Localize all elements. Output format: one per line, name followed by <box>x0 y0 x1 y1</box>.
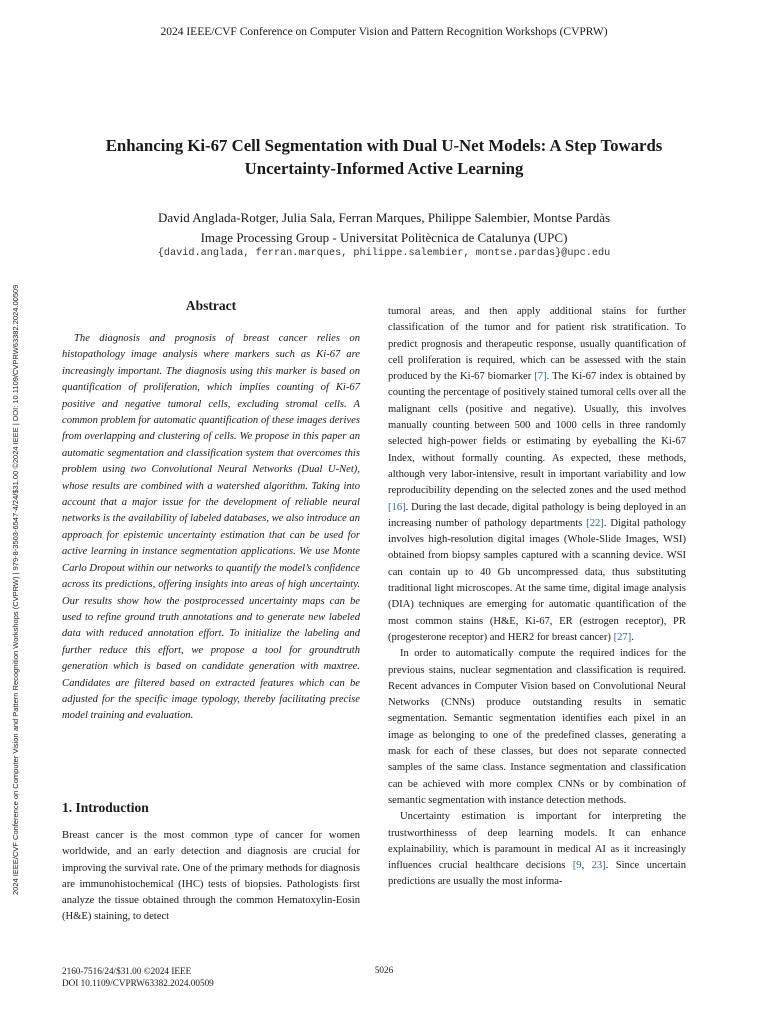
citation-link[interactable]: [7] <box>534 371 547 383</box>
text-span: Uncertainty estimation is important for interpreting the trustworthinesss of deep learning models. It can enhance explainability, which is paramount in medical AI as it increasingly influences crucial healthcare decisions <box>388 811 686 872</box>
page-number: 5026 <box>374 965 394 975</box>
author-block <box>0 208 768 248</box>
introduction-body <box>62 828 360 926</box>
abstract-text: The diagnosis and prognosis of breast cancer relies on histopathology image analysis where markers such as Ki-67 are increasingly important. The diagnosis using this marker is based on quantification of proliferation, which implies counting of Ki-67 positive and negative tumoral cells, excluding stromal cells. A common problem for automatic quantification of these images derives from overlapping and clustering of cells. We propose in this paper an automatic segmentation and classification system that overcomes this problem using two Convolutional Neural Networks (Dual U-Net), whose results are combined with a watershed algorithm. Taking into account that a major issue for the development of reliable neural networks is the availability of labeled databases, we also introduce an approach for epistemic uncertainty estimation that can be used for active learning in instance segmentation applications. We use Monte Carlo Dropout within our networks to quantify the model’s confidence across its predictions, offering insights into areas of high uncertainty. Our results show how the postprocessed uncertainty maps can be used to refine ground truth annotations and to generate new labeled data with reduced annotation effort. To initialize the labeling and further reduce this effort, we propose a tool for groundtruth generation which is based on candidate generation with maxtree. Candidates are filtered based on extracted features which can be adjusted for the specific image typology, thereby facilitating precise model training and evaluation. <box>62 333 360 722</box>
right-paragraph-2: In order to automatically compute the required indices for the previous stains, nuclear segmentation and classification is required. Recent advances in Computer Vision based on Convolutional Neural Networks (CNNs) produce outstanding results in sematic segmentation. Semantic segmentation identifies each pixel in an image as belonging to one of the predefined classes, generating a mask for each of these classes, but does not separate connected samples of the same class. Instance segmentation and classification can be achieved with more complex CNNs or by combination of semantic segmentation with instance detection methods. <box>388 648 686 806</box>
citation-link[interactable]: [16] <box>388 501 406 513</box>
text-span: . The Ki-67 index is obtained by counting the percentage of positively stained tumoral cells over all the malignant cells (positive and negative). Usually, this involves manually counting between 500 and 1000 cells in three randomly selected high-power fields or estimating by eyeballing the Ki-67 Index, without formally counting. As expected, these methods, although very labor-intensive, result in important variability and low reproducibility depending on the selected zones and the used method <box>388 371 686 497</box>
text-span: . Digital pathology involves high-resolution digital images (Whole-Slide Images, WSI) obtained from biopsy samples captured with a scanning device. WSI can contain up to 40 Gb uncompressed data, thus substituting traditional light microscopes. At the same time, digital image analysis (DIA) techniques are emerging for automatic quantification of the most common stains (H&E, Ki-67, ER (estrogen receptor), PR (progesterone receptor) and HER2 for breast cancer) <box>388 517 686 643</box>
citation-link[interactable]: [27] <box>613 631 632 643</box>
paper-title-line-1: Enhancing Ki-67 Cell Segmentation with Dual U-Net Models: A Step Towards <box>105 136 663 155</box>
footer-doi: DOI 10.1109/CVPRW63382.2024.00509 <box>62 978 214 988</box>
introduction-heading: 1. Introduction <box>62 800 149 815</box>
right-paragraph-1 <box>388 304 686 646</box>
right-column <box>388 304 686 891</box>
paper-title <box>50 134 718 180</box>
text-span: . <box>631 631 634 643</box>
introduction-text: Breast cancer is the most common type of cancer for women worldwide, and an early detection and diagnosis are crucial for improving the survival rate. One of the primary methods for diagnosis are immunohistochemical (IHC) tests of biopsies. Pathologists first analyze the tissue obtained through the common Hematoxylin-Eosin (H&E) staining, to detect <box>62 830 360 923</box>
conference-header: 2024 IEEE/CVF Conference on Computer Vision and Pattern Recognition Workshops (CVPRW) <box>160 26 608 38</box>
right-paragraph-3 <box>388 809 686 890</box>
paper-title-line-2: Uncertainty-Informed Active Learning <box>244 159 524 178</box>
affiliation: Image Processing Group - Universitat Politècnica de Catalunya (UPC) <box>200 230 568 245</box>
footer-issn: 2160-7516/24/$31.00 ©2024 IEEE <box>62 966 192 976</box>
citation-link[interactable]: 23] <box>591 860 606 872</box>
side-citation-stamp: 2024 IEEE/CVF Conference on Computer Vision and Pattern Recognition Workshops (CVPRW) | 979-8-3503-6547-4/24/$31.00 ©2024 IEEE | DOI: 10.1109/CVPRW63382.2024.00509 <box>11 284 20 895</box>
text-span: tumoral areas, and then apply additional stains for further classification of the tumor and for patient risk stratification. To predict prognosis and therapeutic response, usually quantification of cell proliferation is required, which can be assessed with the stain produced by the Ki-67 biomarker <box>388 306 686 383</box>
abstract-body <box>62 331 360 725</box>
abstract-heading: Abstract <box>185 298 237 313</box>
text-span: . During the last decade, digital pathology is being deployed in an increasing number of pathology departments <box>388 501 686 529</box>
author-names: David Anglada-Rotger, Julia Sala, Ferran Marques, Philippe Salembier, Montse Pardàs <box>157 210 611 225</box>
text-span: . Since uncertain predictions are usually the most informa- <box>388 860 687 888</box>
author-emails: {david.anglada, ferran.marques, philippe.salembier, montse.pardas}@upc.edu <box>157 248 611 259</box>
citation-link[interactable]: [9 <box>572 860 582 872</box>
citation-link[interactable]: [22] <box>586 517 604 529</box>
text-span: , <box>581 860 592 872</box>
